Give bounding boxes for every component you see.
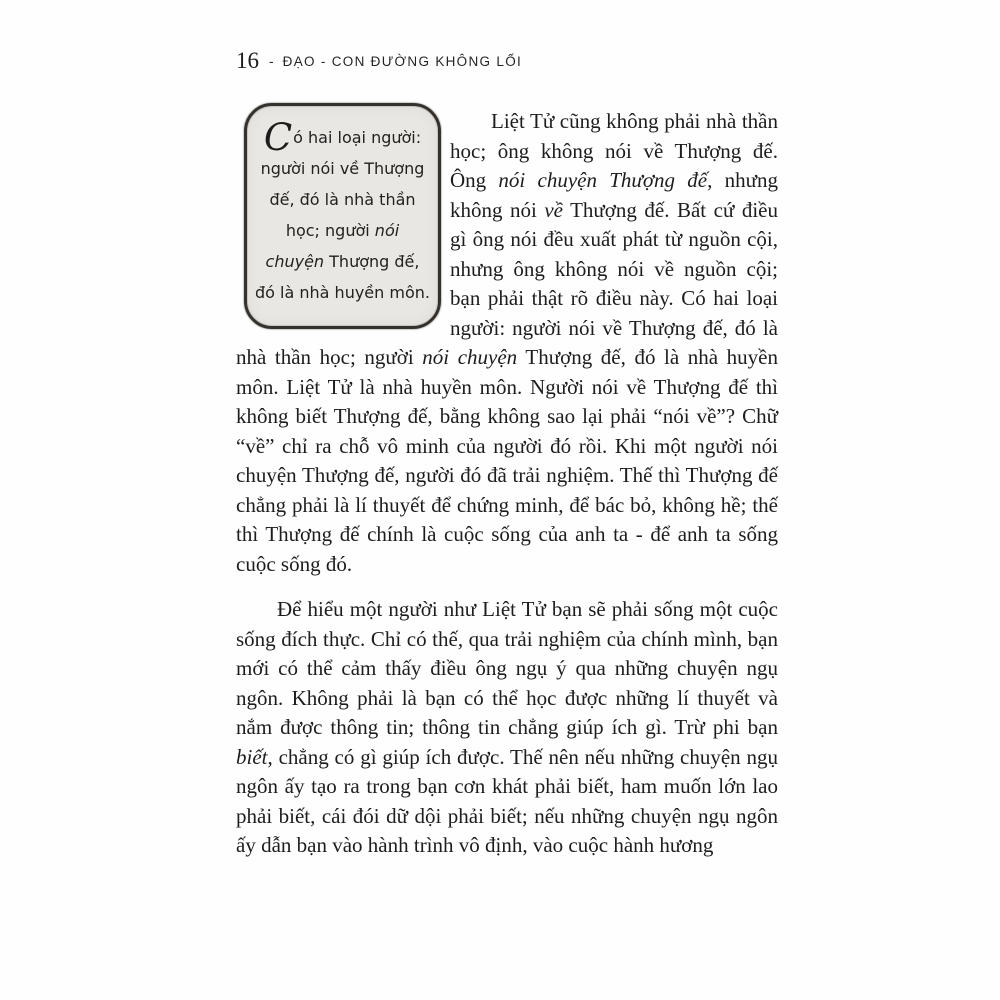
paragraph-2 [236,595,778,861]
quote-text: Thượng đế, đó là nhà huyền môn. [255,252,430,302]
pull-quote-box [244,103,441,329]
body-text: , chẳng có gì giúp ích được. Thế nên nếu những chuyện ngụ ngôn ấy tạo ra trong bạn cơn khát phải biết, ham muốn lớn lao phải biết, cái đói dữ dội phải biết; nếu những chuyện ngụ ngôn ấy dẫn bạn vào hành trình vô định, vào cuộc hành hương [236,744,778,857]
running-title: ĐẠO - CON ĐƯỜNG KHÔNG LỐI [282,54,523,69]
quote-drop-cap: C [263,116,293,159]
paragraph-1 [236,107,778,579]
body-text: Thượng đế. Bất cứ điều gì ông nói đều xuất phát từ nguồn cội, nhưng ông không nói về nguồn cội; bạn phải thật rõ điều này. Có hai loại người: người nói về Thượng đế, đó là nhà thần học; người [236,197,778,369]
body-text-italic: nói chuyện Thượng đế [498,168,708,192]
quote-text: ó hai loại người: người nói về Thượng đế, đó là nhà thần học; người [260,128,425,240]
body-text-italic: nói chuyện [422,345,518,369]
body-text-italic: về [544,197,563,222]
body-text: Để hiểu một người như Liệt Tử bạn sẽ phải sống một cuộc sống đích thực. Chỉ có thế, qua trải nghiệm của chính mình, bạn mới có thể cảm thấy điều ông ngụ ý qua những chuyện ngụ ngôn. Không phải là bạn có thể học được những lí thuyết và nắm được thông tin; thông tin chẳng giúp ích gì. Trừ phi bạn [236,597,778,739]
body-text: Liệt Tử cũng không phải nhà thần học; ông không nói về Thượng đế. Ông [450,109,778,192]
body-text-italic: biết [236,744,268,769]
body-text: Thượng đế, đó là nhà huyền môn. Liệt Tử là nhà huyền môn. Người nói về Thượng đế thì không biết Thượng đế, bằng không sao lại phải “nói về”? Chữ “về” chỉ ra chỗ vô minh của người đó rồi. Khi một người nói chuyện Thượng đế, người đó đã trải nghiệm. Thế thì Thượng đế chẳng phải là lí thuyết để chứng minh, để bác bỏ, không hề; thế thì Thượng đế chính là cuộc sống của anh ta - để anh ta sống cuộc sống đó. [236,345,779,576]
running-header [236,48,778,74]
quote-text-italic: nói chuyện [265,221,400,271]
page-content [236,48,778,861]
page-number: 16 [236,48,259,73]
body-text: , nhưng không nói [450,168,779,222]
header-separator: - [269,53,274,69]
